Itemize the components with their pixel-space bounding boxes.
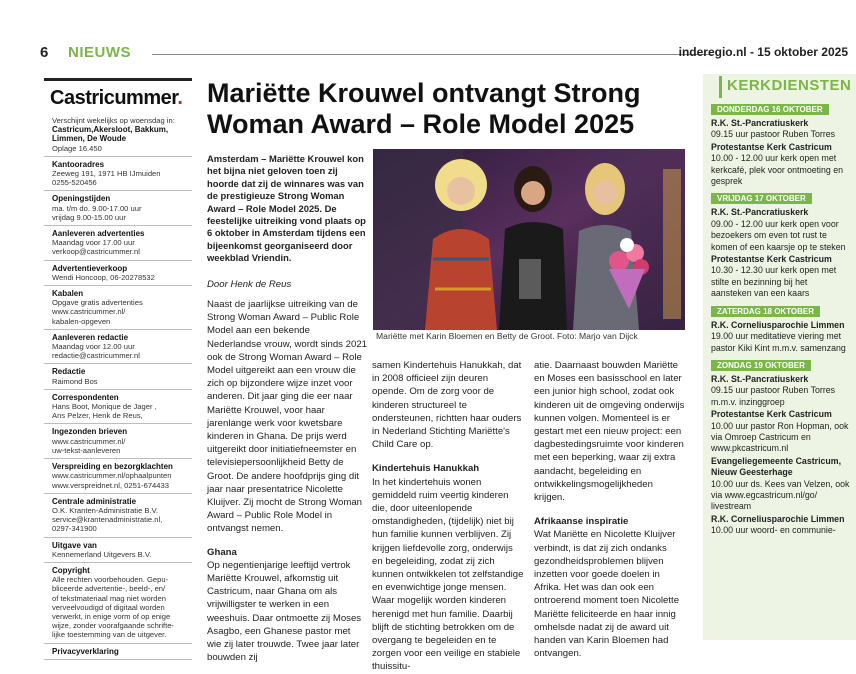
page-header — [40, 44, 852, 66]
colophon-block-line: Zeeweg 191, 1971 HB IJmuiden — [52, 169, 161, 179]
colophon-block-line: Ans Pelzer, Henk de Reus, — [52, 411, 143, 421]
church-name: R.K. Corneliusparochie Limmen — [711, 319, 845, 330]
subheading: Afrikaanse inspiratie — [534, 516, 629, 528]
service-time: 10.00 uur pastor Ron Hopman, ook via Omroep Castricum en www.pkcastricum.nl — [711, 420, 849, 454]
service-day-label: DONDERDAG 16 OKTOBER — [711, 104, 829, 115]
service-entry — [711, 456, 850, 513]
paragraph: Op negentienjarige leeftijd vertrok Mariëtte Krouwel, afkomstig uit Castricum, naar Ghana om als vrijwilligster te werken in een weeshuis. Daar ontmoette zij Moses Asagbo, een Ghanese pastor met wie zij later trouwde. Twee jaar later bouwden zij — [207, 559, 362, 664]
colophon-block-line: kabalen-opgeven — [52, 316, 111, 326]
colophon-block-line: Raimond Bos — [52, 376, 98, 386]
church-name: Protestantse Kerk Castricum — [711, 141, 832, 152]
colophon-block-title: Aanleveren advertenties — [52, 229, 145, 239]
article-column-2 — [372, 359, 524, 674]
colophon-block-line: of tekstmateriaal mag niet worden — [52, 593, 166, 603]
colophon-block-title: Aanleveren redactie — [52, 332, 129, 342]
colophon-block-line: www.castricummer.nl/ — [52, 307, 126, 317]
colophon-block-line: verkoop@castricummer.nl — [52, 247, 140, 257]
colophon-block — [44, 644, 192, 660]
colophon-block-line: Alle rechten voorbehouden. Gepu- — [52, 575, 169, 585]
logo-dot: . — [177, 87, 183, 109]
colophon-block-line: wijze, zonder voorafgaande schrifte- — [52, 621, 174, 631]
colophon-block-title: Redactie — [52, 367, 86, 377]
colophon-block — [44, 191, 192, 226]
service-time: 10.00 uur woord- en communie- — [711, 525, 836, 536]
service-time: 10.30 - 12.30 uur kerk open met stilte en bezinning bij het aansteken van een kaars — [711, 265, 837, 299]
colophon-block-line: verwerkt, in enige vorm of op enige — [52, 611, 171, 621]
paragraph: Naast de jaarlijkse uitreiking van de Strong Woman Award – Public Role Model aan een bekende Nederlandse vrouw, wordt sinds 2021 ook de Strong Woman Award – Role Model uitgereikt aan een vrouw die zich op bijzondere wijze inzet voor anderen. Dit jaar ging die eer naar Mariëtte Krouwel, voor haar jarenlange werk voor kwetsbare kinderen in Ghana. De prijs werd uitgereikt door initiatiefneemster en televisiepersoonlijkheid Betty de Groot. De andere hoofdprijs ging dit jaar naar presentatrice Nicolette Kluijver. Zij mocht de Strong Woman Award – Public Role Model in ontvangst nemen. — [207, 299, 367, 535]
colophon-block-title: Kantooradres — [52, 159, 105, 169]
colophon-block — [44, 330, 192, 365]
colophon-block — [44, 390, 192, 425]
colophon-rule — [44, 78, 192, 81]
service-entry — [711, 142, 850, 188]
colophon-block-title: Copyright — [52, 565, 90, 575]
service-entry — [711, 374, 850, 408]
colophon-block-title: Advertentieverkoop — [52, 263, 128, 273]
colophon-block — [44, 286, 192, 330]
service-entry — [711, 118, 850, 141]
paragraph: In het kindertehuis wonen gemiddeld ruim veertig kinderen die, door uiteenlopende omstandigheden, (tijdelijk) niet bij hun familie kunnen verblijven. Zij krijgen liefdevolle zorg, onderwijs en begeleiding, zodat zij zich kunnen ontwikkelen tot zelfstandige en evenwichtige jonge mensen. Waar mogelijk worden kinderen herenigd met hun familie. Daarbij blijft de stichting betrokken om de overgang te begeleiden en te zorgen voor een veilige en stabiele thuissitu- — [372, 476, 524, 673]
church-name: Evangeliegemeente Castricum, Nieuw Geesterhage — [711, 455, 842, 478]
colophon-block-line: Kennemerland Uitgevers B.V. — [52, 549, 152, 559]
article-column-3 — [534, 359, 686, 660]
colophon-block-line: redactie@castricummer.nl — [52, 351, 140, 361]
service-day-label: ZATERDAG 18 OKTOBER — [711, 306, 820, 317]
service-time: 10.00 uur ds. Kees van Velzen, ook via www.egcastricum.nl/go/ livestream — [711, 478, 850, 512]
colophon-block — [44, 459, 192, 494]
church-services-list — [703, 98, 856, 537]
colophon-block-line: www.castricummer.nl/ — [52, 436, 126, 446]
colophon-block-line: Wendi Honcoop, 06-20278532 — [52, 272, 155, 282]
colophon-block-line: ma. t/m do. 9.00-17.00 uur — [52, 203, 142, 213]
colophon-line: Limmen, De Woude — [52, 134, 127, 144]
colophon-block-title: Openingstijden — [52, 194, 111, 204]
paragraph: Wat Mariëtte en Nicolette Kluijver verbindt, is dat zij zich ondanks gezondheidsproblemen blijven inzetten voor goede doelen in Afrika. Het was dan ook een ontroerend moment toen Nicolette Mariëtte feliciteerde en haar innig omhelsde nadat zij de award uit handen van Karin Bloemen had ontvangen. — [534, 529, 680, 660]
service-entry — [711, 320, 850, 354]
colophon-block-line: uw-tekst-aanleveren — [52, 445, 121, 455]
colophon-block-line: Maandag voor 17.00 uur — [52, 238, 135, 248]
colophon-block-line: Opgave gratis advertenties — [52, 298, 143, 308]
service-entry — [711, 514, 850, 537]
colophon-block — [44, 424, 192, 459]
colophon-block-line: 0297-341900 — [52, 524, 97, 534]
service-entry — [711, 409, 850, 455]
service-entry — [711, 254, 850, 300]
church-name: Protestantse Kerk Castricum — [711, 254, 832, 265]
service-day-label: ZONDAG 19 OKTOBER — [711, 360, 811, 371]
colophon-blocks — [44, 157, 192, 660]
logo-text: Castricummer — [50, 87, 178, 109]
church-name: R.K. Corneliusparochie Limmen — [711, 513, 845, 524]
article-intro: Amsterdam – Mariëtte Krouwel kon het bijna niet geloven toen zij hoorde dat zij de winnares was van de prestigieuze Strong Woman Award – Role Model 2025. De feestelijke uitreiking vond plaats op 6 oktober in Amsterdam tijdens een bijeenkomst georganiseerd door weekblad Vriendin. — [207, 153, 366, 264]
article-byline: Door Henk de Reus — [207, 279, 292, 290]
newspaper-logo — [50, 87, 192, 110]
service-time: 09.15 uur pastoor Ruben Torres — [711, 129, 836, 140]
colophon-line: Oplage 16.450 — [52, 143, 102, 153]
church-name: R.K. St.-Pancratiuskerk — [711, 373, 809, 384]
church-services-column — [703, 74, 856, 640]
subheading: Kindertehuis Hanukkah — [372, 463, 480, 475]
colophon-block — [44, 494, 192, 538]
colophon-block-line: lijke toestemming van de uitgever. — [52, 630, 167, 640]
paragraph: samen Kindertehuis Hanukkah, dat in 2008 officieel zijn deuren opende. Om de zorg voor de kinderen structureel te ondersteunen, richtten haar ouders in Nederland Stichting Mariëtte's Child Care op. — [372, 360, 522, 451]
site-date: inderegio.nl - 15 oktober 2025 — [678, 45, 848, 59]
colophon-block-line: vrijdag 9.00-15.00 uur — [52, 212, 126, 222]
church-name: R.K. St.-Pancratiuskerk — [711, 118, 809, 128]
section-title: NIEUWS — [68, 44, 131, 61]
service-time: 09.00 - 12.00 uur kerk open voor bezoekers om even tot rust te komen of een kaarsje op te steken — [711, 218, 846, 252]
colophon-block — [44, 364, 192, 389]
colophon-block-line: O.K. Kranten-Administratie B.V. — [52, 505, 159, 515]
colophon-block-title: Uitgave van — [52, 540, 97, 550]
colophon-block-title: Ingezonden brieven — [52, 427, 128, 437]
photo-caption: Mariëtte met Karin Bloemen en Betty de Groot. Foto: Marjo van Dijck — [376, 331, 638, 341]
article-column-1 — [207, 298, 367, 664]
colophon-block-line: Maandag voor 12.00 uur — [52, 342, 135, 352]
colophon-block-title: Kabalen — [52, 289, 84, 299]
paragraph: atie. Daarnaast bouwden Mariëtte en Moses een basisschool en later een junior high school, zodat ook kinderen uit de omgeving onderwijs kunnen volgen. Momenteel is er gestart met een nieuw project: een dagbestedingsruimte voor kinderen met een beperking, waar zij extra aandacht, begeleiding en ontwikkelingsmogelijkheden krijgen. — [534, 360, 685, 504]
church-name: R.K. St.-Pancratiuskerk — [711, 207, 809, 218]
colophon-line: Verschijnt wekelijks op woensdag in: — [52, 116, 175, 125]
church-name: Protestantse Kerk Castricum — [711, 409, 832, 420]
header-rule — [152, 54, 712, 55]
service-day-label: VRIJDAG 17 OKTOBER — [711, 193, 812, 204]
subheading: Ghana — [207, 546, 237, 558]
church-services-title: KERKDIENSTEN — [719, 76, 856, 98]
colophon-block-line: 0255-520456 — [52, 178, 97, 188]
page-number: 6 — [40, 44, 49, 61]
colophon-block-title: Centrale administratie — [52, 496, 137, 506]
service-time: 09.15 uur pastoor Ruben Torres m.m.v. inzinggroep — [711, 385, 836, 407]
colophon-block-title: Correspondenten — [52, 392, 119, 402]
colophon-block-line: verveelvoudigd of digitaal worden — [52, 602, 165, 612]
colophon-block-title: Verspreiding en bezorgklachten — [52, 462, 173, 472]
photo-illustration — [373, 149, 685, 330]
colophon-block-line: Hans Boot, Monique de Jager , — [52, 402, 157, 412]
colophon-block-line: bliceerde advertentie-, beeld-, en/ — [52, 584, 166, 594]
article-headline: Mariëtte Krouwel ontvangt Strong Woman Award – Role Model 2025 — [207, 78, 641, 139]
colophon-block-line: service@krantenadministratie.nl, — [52, 515, 163, 525]
colophon-block-line: www.castricummer.nl/ophaalpunten — [52, 471, 172, 481]
colophon-line: Castricum,Akersloot, Bakkum, — [52, 125, 169, 135]
colophon-block — [44, 538, 192, 563]
service-entry — [711, 207, 850, 253]
article-photo — [373, 149, 685, 330]
colophon-block — [44, 157, 192, 192]
colophon-block — [44, 261, 192, 286]
colophon — [44, 78, 192, 656]
colophon-intro — [44, 113, 192, 157]
colophon-block-line: www.verspreidnet.nl, 0251-674433 — [52, 480, 169, 490]
service-time: 19.00 uur meditatieve viering met pastor Kiki Kint m.m.v. samenzang — [711, 331, 846, 353]
colophon-block-title: Privacyverklaring — [52, 646, 119, 656]
colophon-block — [44, 226, 192, 261]
service-time: 10.00 - 12.00 uur kerk open met kerkcafé, plek voor ontmoeting en gesprek — [711, 153, 844, 187]
colophon-block — [44, 563, 192, 644]
